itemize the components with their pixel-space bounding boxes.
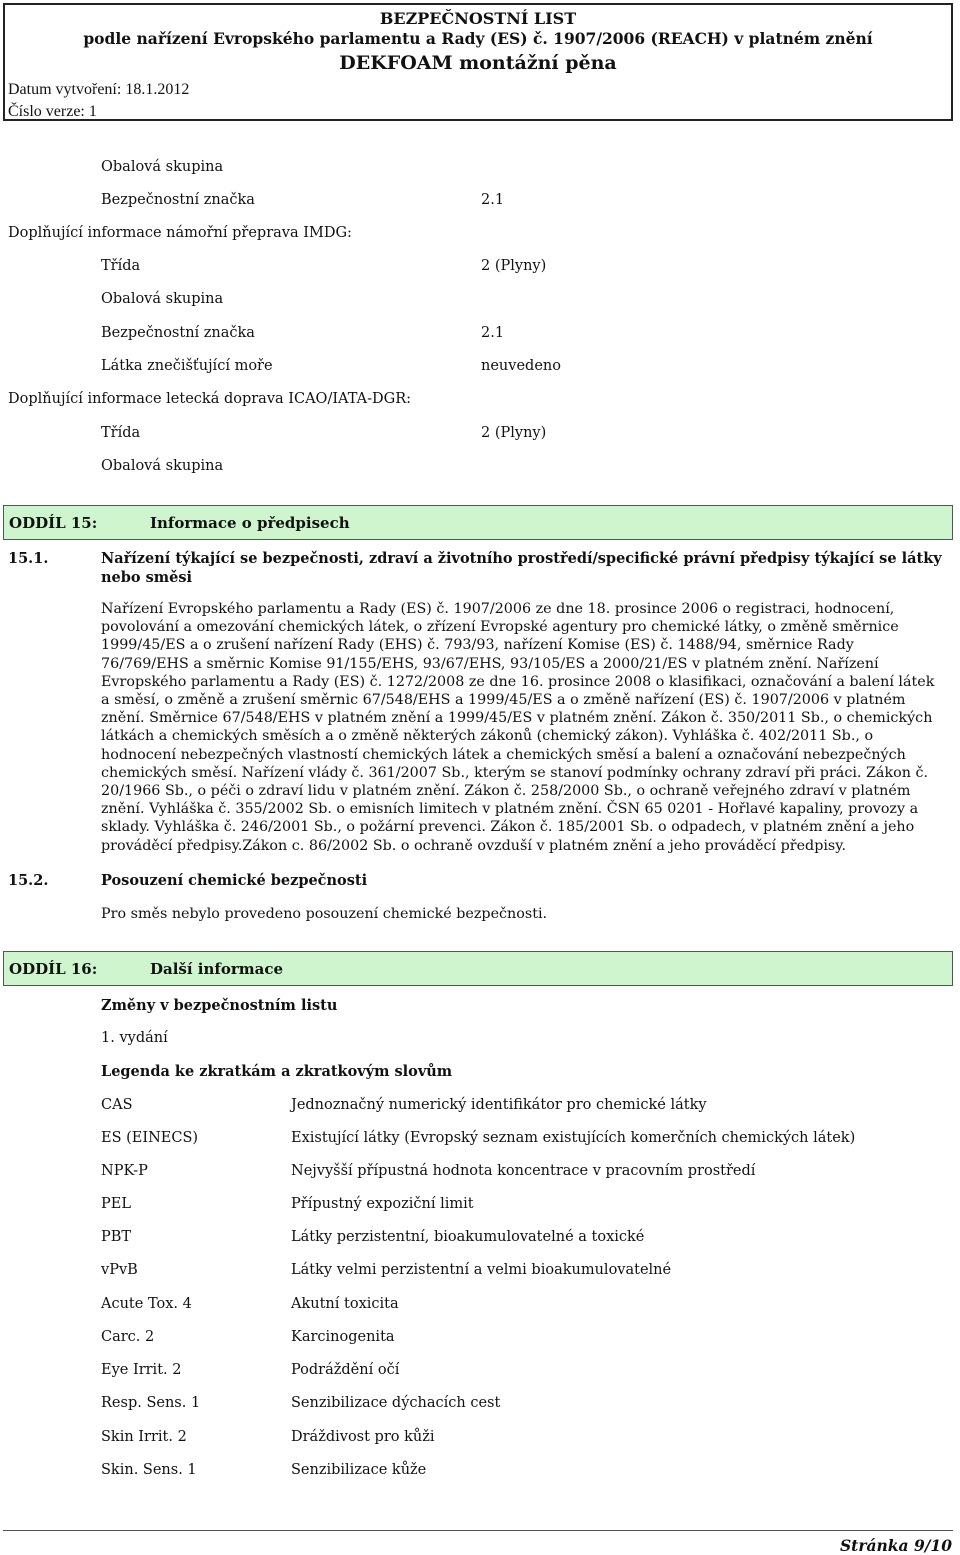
- document-title: BEZPEČNOSTNÍ LIST: [379, 9, 577, 28]
- legend-abbr: PEL: [101, 1196, 131, 1212]
- imdg-packing-group-label: Obalová skupina: [101, 291, 224, 307]
- legend-abbr: ES (EINECS): [101, 1130, 199, 1146]
- page-number: Stránka 9/10: [839, 1536, 952, 1555]
- section-15-number: ODDÍL 15:: [9, 514, 98, 532]
- changes-heading: Změny v bezpečnostním listu: [101, 997, 338, 1014]
- legend-abbr: vPvB: [101, 1262, 138, 1278]
- legend-abbr: Skin Irrit. 2: [101, 1429, 187, 1445]
- product-name: DEKFOAM montážní pěna: [339, 52, 617, 74]
- imdg-class-value: 2 (Plyny): [481, 258, 547, 274]
- icao-heading: Doplňující informace letecká doprava ICAO/IATA-DGR:: [8, 391, 411, 407]
- creation-date: Datum vytvoření: 18.1.2012: [8, 81, 190, 98]
- imdg-marine-pollutant-value: neuvedeno: [481, 358, 561, 374]
- regulation-subtitle: podle nařízení Evropského parlamentu a Rady (ES) č. 1907/2006 (REACH) v platném znění: [83, 29, 873, 48]
- legend-abbr: Acute Tox. 4: [101, 1296, 192, 1312]
- legend-meaning: Karcinogenita: [291, 1329, 395, 1345]
- subsection-15-2-title: Posouzení chemické bezpečnosti: [101, 872, 368, 889]
- legend-meaning: Přípustný expoziční limit: [291, 1196, 474, 1212]
- changes-text: 1. vydání: [101, 1030, 168, 1046]
- adr-hazard-label-value: 2.1: [481, 192, 505, 208]
- legend-abbr: Carc. 2: [101, 1329, 155, 1345]
- legend-meaning: Senzibilizace dýchacích cest: [291, 1395, 501, 1411]
- icao-class-value: 2 (Plyny): [481, 425, 547, 441]
- icao-packing-group-label: Obalová skupina: [101, 458, 224, 474]
- version-number: Číslo verze: 1: [8, 103, 97, 120]
- adr-packing-group-label: Obalová skupina: [101, 159, 224, 175]
- icao-class-label: Třída: [101, 425, 141, 441]
- adr-hazard-label-label: Bezpečnostní značka: [101, 192, 255, 208]
- legend-abbr: Skin. Sens. 1: [101, 1462, 197, 1478]
- legend-heading: Legenda ke zkratkám a zkratkovým slovům: [101, 1063, 453, 1080]
- legend-abbr: PBT: [101, 1229, 132, 1245]
- imdg-marine-pollutant-label: Látka znečišťující moře: [101, 358, 273, 374]
- legend-meaning: Látky velmi perzistentní a velmi bioakumulovatelné: [291, 1262, 672, 1278]
- section-16-number: ODDÍL 16:: [9, 960, 98, 978]
- section-16-title: Další informace: [150, 960, 284, 978]
- section-16-header: [3, 951, 953, 986]
- document-header: [3, 3, 953, 121]
- legend-abbr: CAS: [101, 1097, 133, 1113]
- section-15-header: [3, 505, 953, 540]
- regulations-paragraph: Nařízení Evropského parlamentu a Rady (ES) č. 1907/2006 ze dne 18. prosince 2006 o registraci, hodnocení, povolování a omezování chemických látek, o zřízení Evropské agentury pro chemické látky, o změně směrnice 1999/45/ES a o zrušení nařízení Rady (EHS) č. 793/93, nařízení Komise (ES) č. 1488/94, směrnice Rady 76/769/EHS a směrnic Komise 91/155/EHS, 93/67/EHS, 93/105/ES a 2000/21/ES v platném znění. Nařízení Evropského parlamentu a Rady (ES) č. 1272/2008 ze dne 16. prosince 2008 o klasifikaci, označování a balení látek a směsí, o změně a zrušení směrnic 67/548/EHS a 1999/45/ES a o změně nařízení (ES) č. 1907/2006 v platném znění. Směrnice 67/548/EHS v platném znění a 1999/45/ES v platném znění. Zákon č. 350/2011 Sb., o chemických látkách a chemických směsích a o změně některých zákonů (chemický zákon). Vyhláška č. 402/2011 Sb., o hodnocení nebezpečných vlastností chemických látek a chemických směsí a balení a označování nebezpečných chemických směsí. Nařízení vlády č. 361/2007 Sb., kterým se stanoví podmínky ochrany zdraví při práci. Zákon č. 20/1966 Sb., o péči o zdraví lidu v platném znění. Zákon č. 258/2000 Sb., o ochraně veřejného zdraví v platném znění. Vyhláška č. 355/2002 Sb. o emisních limitech v platném znění. ČSN 65 0201 - Hořlavé kapaliny, provozy a sklady. Vyhláška č. 246/2001 Sb., o požární prevenci. Zákon č. 185/2001 Sb. o odpadech, v platném znění a jeho prováděcí předpisy.Zákon c. 86/2002 Sb. o ochraně ovzduší v platném znění a jeho prováděcí předpisy.: [101, 601, 935, 854]
- legend-abbr: Eye Irrit. 2: [101, 1362, 182, 1378]
- legend-meaning: Dráždivost pro kůži: [291, 1429, 435, 1445]
- legend-abbr: Resp. Sens. 1: [101, 1395, 201, 1411]
- legend-meaning: Nejvyšší přípustná hodnota koncentrace v pracovním prostředí: [291, 1163, 756, 1179]
- legend-meaning: Akutní toxicita: [291, 1296, 399, 1312]
- legend-meaning: Podráždění očí: [291, 1362, 400, 1378]
- subsection-15-1-title: Nařízení týkající se bezpečnosti, zdraví a životního prostředí/specifické právní předpisy týkající se látky nebo směsi: [101, 550, 942, 586]
- legend-meaning: Látky perzistentní, bioakumulovatelné a toxické: [291, 1229, 645, 1245]
- subsection-15-2-number: 15.2.: [8, 872, 49, 889]
- imdg-heading: Doplňující informace námořní přeprava IMDG:: [8, 225, 352, 241]
- subsection-15-1-number: 15.1.: [8, 550, 49, 567]
- footer-divider: [3, 1530, 953, 1531]
- legend-meaning: Existující látky (Evropský seznam existujících komerčních chemických látek): [291, 1130, 856, 1146]
- chemical-safety-assessment-text: Pro směs nebylo provedeno posouzení chemické bezpečnosti.: [101, 906, 548, 922]
- legend-abbr: NPK-P: [101, 1163, 148, 1179]
- imdg-hazard-label-value: 2.1: [481, 325, 505, 341]
- imdg-class-label: Třída: [101, 258, 141, 274]
- imdg-hazard-label-label: Bezpečnostní značka: [101, 325, 255, 341]
- section-15-title: Informace o předpisech: [150, 514, 350, 532]
- legend-meaning: Jednoznačný numerický identifikátor pro chemické látky: [291, 1097, 707, 1113]
- legend-meaning: Senzibilizace kůže: [291, 1462, 427, 1478]
